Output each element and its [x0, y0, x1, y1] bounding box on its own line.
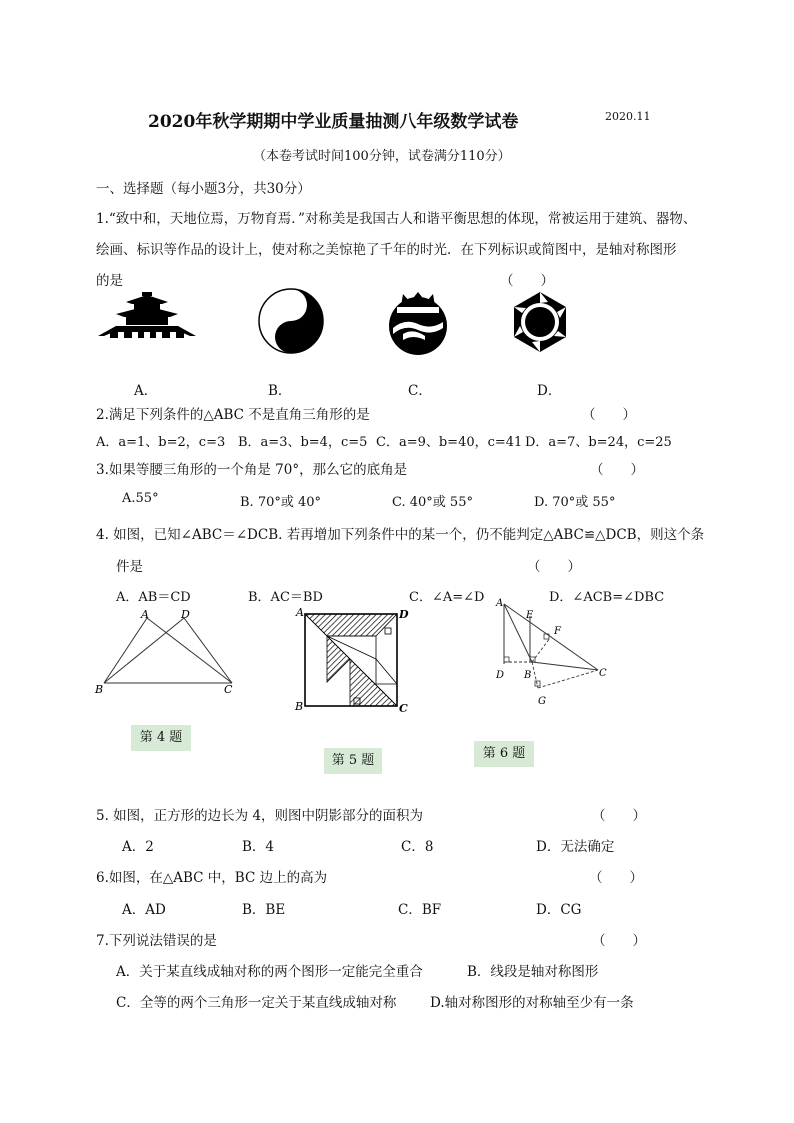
q4-option-b[interactable]: B．AC＝BD [248, 590, 323, 605]
q4-line1: 4. 如图，已知∠ABC＝∠DCB. 若再增加下列条件中的某一个，仍不能判定△ABC≌△DCB，则这个条 [96, 527, 705, 543]
figure-5-caption: 第 5 题 [324, 748, 382, 774]
q1-option-a[interactable]: A． [134, 383, 158, 399]
q1-line2: 绘画、标识等作品的设计上，使对称之美惊艳了千年的时光．在下列标识或简图中，是轴对称图形 [96, 242, 677, 258]
q5-stem: 5. 如图，正方形的边长为 4，则图中阴影部分的面积为 [96, 808, 424, 824]
page-title: 2020年秋学期期中学业质量抽测八年级数学试卷 [148, 112, 519, 132]
q4-option-d[interactable]: D．∠ACB=∠DBC [549, 590, 665, 605]
figure-5-diagram [290, 604, 410, 716]
q1-option-b[interactable]: B． [268, 383, 292, 399]
pavilion-icon [96, 292, 198, 342]
q7-option-d[interactable]: D.轴对称图形的对称轴至少有一条 [430, 995, 634, 1011]
q2-answer-paren: （ ） [582, 407, 636, 423]
q6-option-a[interactable]: A．AD [122, 902, 166, 918]
q6-option-d[interactable]: D．CG [536, 902, 582, 918]
q6-answer-paren: （ ） [589, 870, 643, 886]
q4-answer-paren: （ ） [527, 559, 581, 575]
hexagon-ring-icon [508, 290, 572, 354]
q3-option-d[interactable]: D. 70°或 55° [534, 495, 616, 510]
q2-option-a[interactable]: A．a=1、b=2，c=3 [96, 435, 226, 450]
fig6-label-g: G [538, 696, 546, 707]
q1-line1: 1.“致中和，天地位焉，万物育焉．”对称美是我国古人和谐平衡思想的体现，常被运用于建筑、器物、 [96, 211, 697, 227]
q5-option-b[interactable]: B．4 [242, 839, 275, 855]
fig6-label-d: D [496, 670, 505, 681]
q2-stem: 2.满足下列条件的△ABC 不是直角三角形的是 [96, 407, 370, 423]
figure-6-caption: 第 6 题 [474, 741, 534, 767]
fig4-label-d: D [181, 608, 190, 621]
q6-option-c[interactable]: C．BF [398, 902, 442, 918]
q3-answer-paren: （ ） [590, 462, 644, 478]
q6-option-b[interactable]: B．BE [242, 902, 286, 918]
q7-stem: 7.下列说法错误的是 [96, 933, 217, 949]
fig6-label-a: A [496, 598, 504, 609]
q3-option-b[interactable]: B. 70°或 40° [240, 495, 322, 510]
fig5-label-d: D [399, 608, 409, 621]
fig5-label-b: B [295, 700, 304, 713]
q2-option-d[interactable]: D．a=7、b=24，c=25 [525, 435, 672, 450]
q7-option-a[interactable]: A．关于某直线成轴对称的两个图形一定能完全重合 [116, 964, 423, 980]
q1-option-c[interactable]: C． [408, 383, 432, 399]
q7-option-b[interactable]: B．线段是轴对称图形 [467, 964, 599, 980]
figure-4-diagram [92, 608, 242, 698]
fig6-label-c: C [599, 668, 607, 679]
fig6-label-f: F [554, 626, 561, 637]
exam-subtitle: （本卷考试时间100分钟，试卷满分110分） [253, 149, 511, 164]
wave-emblem-icon [385, 290, 451, 356]
figure-6-diagram [488, 596, 613, 712]
q2-option-c[interactable]: C．a=9、b=40，c=41 [376, 435, 523, 450]
fig6-label-b: B [524, 670, 532, 681]
fig5-label-c: C [399, 702, 408, 715]
fig4-label-a: A [141, 608, 149, 621]
fig6-label-e: E [526, 610, 534, 621]
figure-4-caption: 第 4 题 [131, 725, 191, 751]
yin-yang-icon [258, 288, 324, 354]
fig4-label-c: C [224, 683, 233, 696]
q5-option-d[interactable]: D．无法确定 [536, 839, 615, 855]
q5-option-a[interactable]: A．2 [122, 839, 154, 855]
fig4-label-b: B [95, 683, 104, 696]
q1-answer-paren: （ ） [500, 273, 554, 289]
q4-line2: 件是 [116, 559, 143, 575]
q7-option-c[interactable]: C．全等的两个三角形一定关于某直线成轴对称 [116, 995, 397, 1011]
q3-option-a[interactable]: A.55° [122, 491, 159, 506]
q4-option-c[interactable]: C．∠A=∠D [409, 590, 485, 605]
q4-option-a[interactable]: A．AB＝CD [116, 590, 191, 605]
q6-stem: 6.如图，在△ABC 中，BC 边上的高为 [96, 870, 328, 886]
q1-line3: 的是 [96, 273, 123, 289]
q7-answer-paren: （ ） [592, 933, 646, 949]
q5-answer-paren: （ ） [592, 808, 646, 824]
q2-option-b[interactable]: B．a=3、b=4，c=5 [238, 435, 368, 450]
section-heading: 一、选择题（每小题3分，共30分） [96, 181, 311, 197]
exam-date: 2020.11 [605, 110, 651, 123]
q1-option-d[interactable]: D． [537, 383, 562, 399]
q3-stem: 3.如果等腰三角形的一个角是 70°，那么它的底角是 [96, 462, 408, 478]
q5-option-c[interactable]: C．8 [401, 839, 434, 855]
q3-option-c[interactable]: C. 40°或 55° [392, 495, 473, 510]
fig5-label-a: A [296, 606, 304, 619]
